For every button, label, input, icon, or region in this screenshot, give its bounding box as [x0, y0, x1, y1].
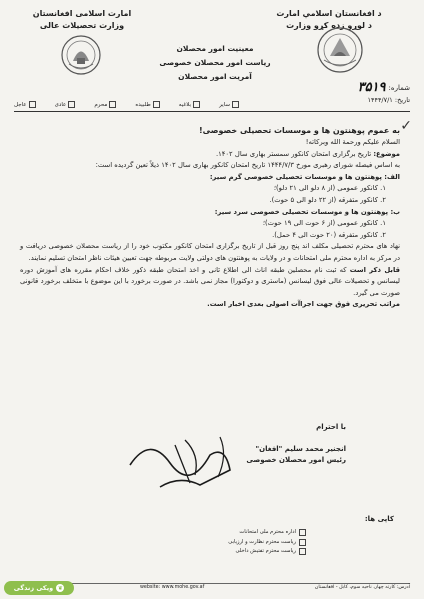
checkbox-icon: [232, 101, 239, 108]
checkbox-icon: [68, 101, 75, 108]
subject-line: [20, 149, 400, 161]
priority-option: بلاغیه: [179, 101, 200, 108]
reference-date-value: ۱۴۴۴/۷/۱: [367, 96, 393, 104]
priority-option: محرم: [94, 101, 116, 108]
copy-item: ریاست محترم نظارت و ارزیابی: [228, 538, 306, 548]
header-center-line1: معینیت امور محصلان: [176, 44, 254, 53]
notice-paragraph: [20, 265, 400, 300]
watermark-logo: [4, 581, 74, 595]
instructions-paragraph: نهاد های محترم تحصیلی مکلف اند پنج روز قبل از تاریخ برگزاری امتحان کانکور مکتوب خود را از ریاست محصلان خصوصی دریافت و در مرکز به اداره محترم ملی امتحانات و در ولایات به پوهنتون های دولتی ولایت مربوطه جهت تعیین هیئات ناظر امتحان تسلیم نمایند.: [20, 242, 400, 262]
checkbox-icon: [299, 548, 306, 555]
priority-option: طلبیده: [135, 101, 159, 108]
reference-date-label: تاریخ:: [394, 96, 410, 104]
signatory-title: رئیس امور محصلان خصوصی: [246, 456, 346, 464]
priority-option: عاجل: [14, 101, 36, 108]
header-right-line2: د لوړو زده کړو وزارت: [286, 21, 372, 30]
reference-number-label: شماره:: [388, 83, 410, 92]
handwritten-signature: [110, 425, 260, 495]
section-a-item: ۲. کانکور متفرقه (از ۲۲ دلو الی ۵ حوت).: [269, 195, 386, 204]
section-b-item: ۱. کانکور عمومی (از ۶ حوت الی ۱۹ حوت)؛: [262, 219, 386, 228]
respect-line: با احترام: [316, 423, 346, 431]
checkbox-icon: [193, 101, 200, 108]
header-center-line2: ریاست امور محصلان خصوصی: [159, 58, 271, 67]
copy-item: ریاست محترم تفتیش داخلی: [228, 547, 306, 557]
checkmark-icon: ✓: [400, 118, 412, 134]
section-a-title: الف: پوهنتون ها و موسسات تحصیلی خصوصی گرم سیر:: [209, 172, 400, 181]
reference-number: [358, 80, 410, 95]
emirate-emblem-icon: [60, 34, 102, 76]
header-left: [22, 8, 142, 32]
signatory-name: انجنیر محمد سلیم "افغان": [255, 445, 346, 453]
ministry-emblem-icon: [316, 26, 364, 74]
subject-text: تاریخ برگزاری امتحان کانکور سمستر بهاری سال ۱۴۰۲.: [215, 149, 372, 158]
reference-date: [367, 96, 410, 104]
letter-body: [20, 124, 400, 311]
priority-option: سایر: [219, 101, 239, 108]
section-a-item: ۱. کانکور عمومی (از ۸ دلو الی ۲۱ دلو)؛: [273, 184, 386, 193]
checkbox-icon: [29, 101, 36, 108]
header-right-line1: د افغانستان اسلامي امارت: [276, 9, 382, 18]
header-left-line2: وزارت تحصیلات عالی: [39, 21, 125, 30]
header-center-line3: آمریت امور محصلان: [178, 72, 252, 81]
footer-address: آدرس: کارته چهار، ناحیه سوم، کابل - افغانستان: [314, 585, 410, 590]
footer-website: website: www.mohe.gov.af: [140, 585, 205, 590]
notice-text: که ثبت نام محصلین طبقه اناث الی اطلاع ثانی و اخذ امتحان طبقه ذکور خلاف احکام مقرره های آموزش دوره لیسانس و تحصیلات عالی فوق لیسانس (ماستری و دوکتورا) مجاز نمی باشد. در صورت برخورد با این موضوع با متخلف برخورد قانونی صورت می گیرد.: [20, 265, 400, 297]
watermark-text: ویکی زندگی: [13, 584, 54, 592]
priority-option: عادی: [55, 101, 76, 108]
copy-item: اداره محترم ملی امتحانات: [228, 528, 306, 538]
section-b-item: ۲. کانکور متفرقه (۲۰ حوت الی ۴ حمل).: [272, 230, 386, 239]
priority-checkboxes: [14, 101, 239, 108]
subject-label: موضوع:: [373, 149, 400, 158]
greeting: السلام علیکم ورحمة الله وبرکاته!: [305, 138, 400, 146]
footer-divider: [14, 583, 410, 584]
reference-number-value: ۳۵۱۹: [357, 80, 386, 95]
leaf-icon: ❦: [57, 584, 63, 592]
checkbox-icon: [109, 101, 116, 108]
header-divider: [14, 111, 410, 112]
copies-title: کاپی ها:: [364, 515, 394, 523]
closing-paragraph: مراتب تحریری فوق جهت اجراآت اصولی بعدی اخبار است.: [207, 300, 400, 309]
header-center: [140, 42, 290, 84]
checkbox-icon: [153, 101, 160, 108]
signature-block: [246, 422, 346, 466]
intro-paragraph: به اساس فیصله شورای رهبری مورخ ۱۴۴۴/۷/۳ تاریخ امتحان کانکور بهاری سال ۱۴۰۲ ذیلاً تعین گردیده است:: [95, 161, 400, 170]
copies-list: [228, 528, 306, 557]
addressee: به عموم پوهنتون ها و موسسات تحصیلی خصوصی!: [199, 126, 400, 135]
notice-lead: قابل ذکر است: [349, 265, 400, 274]
checkbox-icon: [299, 539, 306, 546]
header-left-line1: امارت اسلامی افغانستان: [32, 9, 132, 18]
section-b-title: ب: پوهنتون ها و موسسات تحصیلی خصوصی سرد سیر:: [214, 207, 400, 216]
checkbox-icon: [299, 529, 306, 536]
